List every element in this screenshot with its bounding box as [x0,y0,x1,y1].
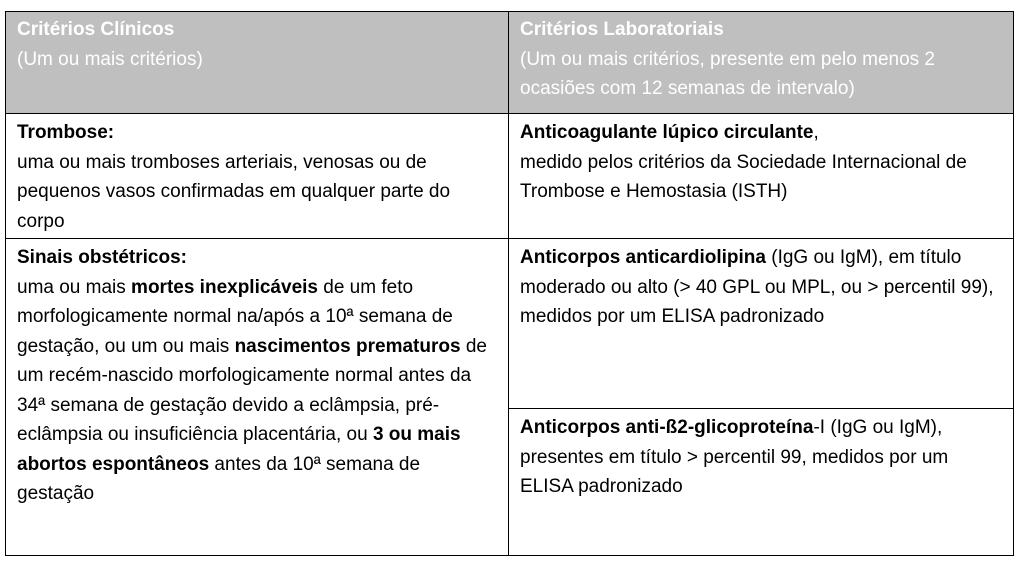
thrombosis-cell [6,114,509,239]
anti-b2-glycoprotein-cell [509,409,1014,556]
obstetric-title: Sinais obstétricos: [17,247,187,268]
header-row [6,12,1014,114]
laboratory-criteria-header [509,12,1014,114]
thrombosis-title: Trombose: [17,122,115,143]
obstetric-bold-spontaneous-abortions: 3 ou mais abortos espontâneos [17,424,461,475]
obstetric-text-part1: uma ou mais [17,276,132,298]
laboratory-criteria-subtitle: (Um ou mais critérios, presente em pelo menos 2 ocasiões com 12 semanas de intervalo) [520,48,935,99]
obstetric-bold-unexplained-deaths: mortes inexplicáveis [131,276,318,298]
criteria-table [5,11,1014,556]
anticardiolipin-title: Anticorpos anticardiolipina [520,247,766,268]
lupus-anticoagulant-text: medido pelos critérios da Sociedade Internacional de Trombose e Hemostasia (ISTH) [520,151,967,202]
obstetric-text-part3: de um recém-nascido morfologicamente normal antes da 34ª semana de gestação devido a eclâmpsia, pré-eclâmpsia ou insuficiência placentária, ou [17,335,487,445]
lupus-anticoagulant-title: Anticoagulante lúpico circulante [520,122,814,143]
table-row [6,239,1014,409]
obstetric-text [17,277,487,505]
obstetric-bold-premature-births: nascimentos prematuros [234,335,461,357]
table-row [6,114,1014,239]
clinical-criteria-subtitle: (Um ou mais critérios) [17,48,203,70]
lupus-anticoagulant-comma: , [813,122,819,143]
thrombosis-text: uma ou mais tromboses arteriais, venosas ou de pequenos vasos confirmadas em qualquer parte do corpo [17,151,451,232]
clinical-criteria-title: Critérios Clínicos [17,19,175,40]
anti-b2-glycoprotein-title: Anticorpos anti-ß2-glicoproteína [520,417,814,438]
obstetric-text-part4: antes da 10ª semana de gestação [17,453,421,504]
obstetric-text-part2: de um feto morfologicamente normal na/após a 10ª semana de gestação, ou um ou mais [17,276,453,357]
clinical-criteria-header [6,12,509,114]
lupus-anticoagulant-cell [509,114,1014,239]
anti-b2-glycoprotein-text: -I (IgG ou IgM), presentes em título > percentil 99, medidos por um ELISA padronizado [520,417,949,497]
anticardiolipin-cell [509,239,1014,409]
obstetric-cell [6,239,509,556]
anticardiolipin-text: (IgG ou IgM), em título moderado ou alto (> 40 GPL ou MPL, ou > percentil 99), medidos por um ELISA padronizado [520,247,994,327]
laboratory-criteria-title: Critérios Laboratoriais [520,19,724,40]
